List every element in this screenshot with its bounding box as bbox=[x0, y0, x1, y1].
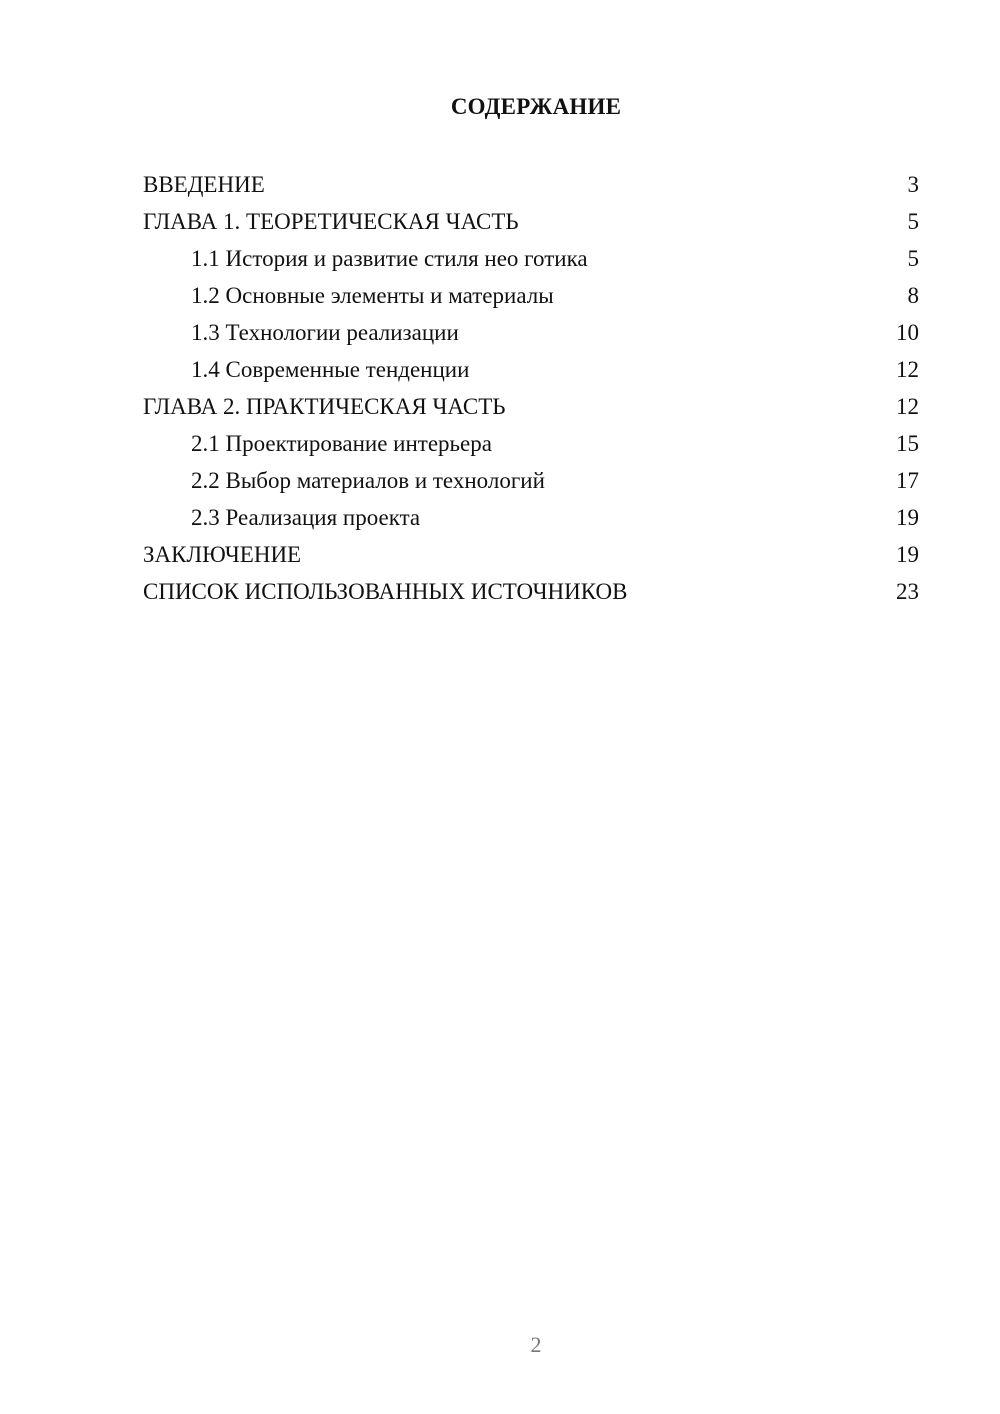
toc-entry-page: 5 bbox=[907, 246, 919, 271]
toc-entry-references bbox=[143, 573, 919, 610]
page-number: 2 bbox=[530, 1332, 542, 1357]
toc-entry-conclusion bbox=[143, 536, 919, 573]
toc-entry-label: 1.1 История и развитие стиля нео готика bbox=[191, 246, 588, 271]
toc-entry-label: ЗАКЛЮЧЕНИЕ bbox=[143, 542, 302, 567]
toc-entry-page: 17 bbox=[896, 468, 919, 493]
toc-entry-label: 1.3 Технологии реализации bbox=[191, 320, 459, 345]
toc-entry-label: 2.1 Проектирование интерьера bbox=[191, 431, 492, 456]
toc-entry-label: 1.4 Современные тенденции bbox=[191, 357, 470, 382]
toc-entry-label: 1.2 Основные элементы и материалы bbox=[191, 283, 554, 308]
toc-entry-page: 3 bbox=[907, 172, 919, 197]
toc-entry-page: 12 bbox=[896, 394, 919, 419]
toc-entry-label: ГЛАВА 2. ПРАКТИЧЕСКАЯ ЧАСТЬ bbox=[143, 394, 506, 419]
toc-entry-chapter-1 bbox=[143, 203, 919, 240]
toc-entry-label: ВВЕДЕНИЕ bbox=[143, 172, 265, 197]
toc-entry-introduction bbox=[143, 166, 919, 203]
toc-entry-page: 5 bbox=[907, 209, 919, 234]
toc-entry-label: ГЛАВА 1. ТЕОРЕТИЧЕСКАЯ ЧАСТЬ bbox=[143, 209, 519, 234]
toc-entry-page: 15 bbox=[896, 431, 919, 456]
toc-list bbox=[143, 166, 919, 610]
toc-entry-section-2-2 bbox=[143, 462, 919, 499]
toc-entry-page: 12 bbox=[896, 357, 919, 382]
toc-entry-page: 19 bbox=[896, 505, 919, 530]
toc-entry-page: 23 bbox=[896, 579, 919, 604]
toc-entry-section-1-4 bbox=[143, 351, 919, 388]
toc-entry-section-2-3 bbox=[143, 499, 919, 536]
toc-entry-chapter-2 bbox=[143, 388, 919, 425]
toc-entry-label: 2.3 Реализация проекта bbox=[191, 505, 421, 530]
toc-entry-page: 8 bbox=[907, 283, 919, 308]
toc-entry-section-1-3 bbox=[143, 314, 919, 351]
toc-entry-page: 10 bbox=[896, 320, 919, 345]
toc-entry-section-1-1 bbox=[143, 240, 919, 277]
toc-entry-section-2-1 bbox=[143, 425, 919, 462]
toc-entry-label: СПИСОК ИСПОЛЬЗОВАННЫХ ИСТОЧНИКОВ bbox=[143, 579, 628, 604]
toc-title: СОДЕРЖАНИЕ bbox=[450, 94, 622, 119]
toc-entry-label: 2.2 Выбор материалов и технологий bbox=[191, 468, 545, 493]
toc-entry-page: 19 bbox=[896, 542, 919, 567]
toc-entry-section-1-2 bbox=[143, 277, 919, 314]
